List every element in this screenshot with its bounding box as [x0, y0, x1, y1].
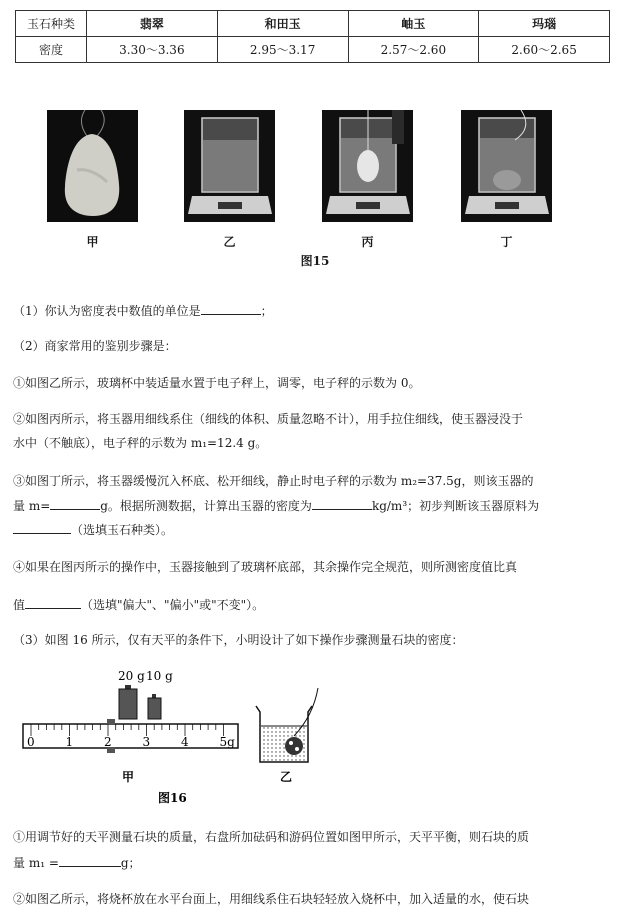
table-cell: 3.30～3.36: [87, 37, 218, 63]
ruler-tick-label: 0: [27, 735, 35, 749]
question-2-step-3-line-2: [13, 498, 618, 513]
answer-blank: [25, 597, 81, 609]
question-2-step-3-line-3: [13, 522, 618, 537]
ruler-tick-label: 1: [65, 735, 74, 749]
question-3-step-1-line-1: ①用调节好的天平测量石块的质量，右盘所加砝码和游码位置如图甲所示，天平平衡，则石块的质: [13, 830, 530, 844]
figure16-caption: 甲: [122, 770, 135, 784]
ruler-tick-label: 4: [181, 735, 189, 749]
weight-10g-icon: [148, 694, 161, 719]
step-4-text: （选填"偏大"、"偏小"或"不变"）。: [81, 598, 265, 612]
step-4-text: 值: [13, 598, 26, 612]
table-header-cell: 玉石种类: [16, 11, 87, 37]
table-header-cell: 岫玉: [348, 11, 479, 37]
question-2-step-3-line-1: ③如图丁所示，将玉器缓慢沉入杯底、松开细线，静止时电子秤的示数为 m₂=37.5g，则该玉器的: [13, 474, 534, 488]
beaker-with-stone-icon: [256, 688, 318, 762]
photo-scale-beaker-water: [184, 110, 275, 222]
question-2-intro: （2）商家常用的鉴别步骤是：: [13, 339, 177, 353]
question-3-intro: （3）如图 16 所示，仅有天平的条件下，小明设计了如下操作步骤测量石块的密度：: [13, 633, 464, 647]
figure15-caption: 甲: [86, 235, 99, 249]
table-cell: 2.60～2.65: [479, 37, 610, 63]
table-row: [16, 37, 610, 63]
table-header-cell: 和田玉: [217, 11, 348, 37]
photo-scale-jade-suspended: [322, 110, 413, 222]
photo-jade-pendant: [47, 110, 138, 222]
beam-ruler: [23, 719, 238, 753]
figure16-caption: 乙: [280, 770, 293, 784]
table-cell: 2.57～2.60: [348, 37, 479, 63]
question-2-step-1: ①如图乙所示，玻璃杯中装适量水置于电子秤上，调零，电子秤的示数为 0。: [13, 376, 421, 390]
density-table: [15, 10, 610, 63]
answer-blank: [201, 303, 261, 315]
figure15-caption: 乙: [223, 235, 236, 249]
step-3-text: g。根据所测数据，计算出玉器的密度为: [100, 499, 312, 513]
table-header-row: [16, 11, 610, 37]
question-2-step-2-line-1: ②如图丙所示，将玉器用细线系住（细线的体积、质量忽略不计），用手拉住细线，使玉器浸没于: [13, 412, 524, 426]
question-1: [13, 303, 618, 318]
question-3-step-1-line-2: [13, 855, 618, 870]
step-1-text: g；: [120, 856, 141, 870]
figure15-title: 图15: [300, 254, 330, 268]
question-2-step-4-line-1: ④如果在图丙所示的操作中，玉器接触到了玻璃杯底部，其余操作完全规范，则所测密度值比真: [13, 560, 518, 574]
step-1-text: 量 m₁ =: [13, 856, 59, 870]
question-3-step-2-line-1: ②如图乙所示，将烧杯放在水平台面上，用细线系住石块轻轻放入烧杯中，加入适量的水，使石块: [13, 892, 530, 906]
question-1-tail: ；: [260, 304, 273, 318]
question-2-step-2-line-2: 水中（不触底），电子秤的示数为 m₁=12.4 g。: [13, 436, 268, 450]
figure15-caption: 丙: [361, 235, 374, 249]
step-3-text: 量 m=: [13, 499, 51, 513]
figure15-caption: 丁: [500, 235, 513, 249]
step-3-text: （选填玉石种类）。: [71, 523, 174, 537]
table-row-label: 密度: [16, 37, 87, 63]
table-header-cell: 翡翠: [87, 11, 218, 37]
ruler-tick-label: 2: [104, 735, 112, 749]
figure16-title: 图16: [158, 791, 187, 805]
answer-blank: [50, 498, 100, 510]
answer-blank: [13, 522, 71, 534]
table-cell: 2.95～3.17: [217, 37, 348, 63]
figure16: [18, 666, 343, 806]
answer-blank: [312, 498, 372, 510]
step-3-text: kg/m³；初步判断该玉器原料为: [371, 499, 540, 513]
weight-20g-icon: [119, 685, 137, 719]
weight-label: 20 g: [118, 669, 145, 683]
table-header-cell: 玛瑙: [479, 11, 610, 37]
answer-blank: [59, 855, 121, 867]
ruler-tick-label: 5g: [219, 735, 235, 749]
weight-label: 10 g: [146, 669, 173, 683]
photo-scale-jade-sunk: [461, 110, 552, 222]
question-2-step-4-line-2: [13, 597, 618, 612]
question-1-text: （1）你认为密度表中数值的单位是: [13, 304, 201, 318]
ruler-tick-label: 3: [142, 735, 151, 749]
